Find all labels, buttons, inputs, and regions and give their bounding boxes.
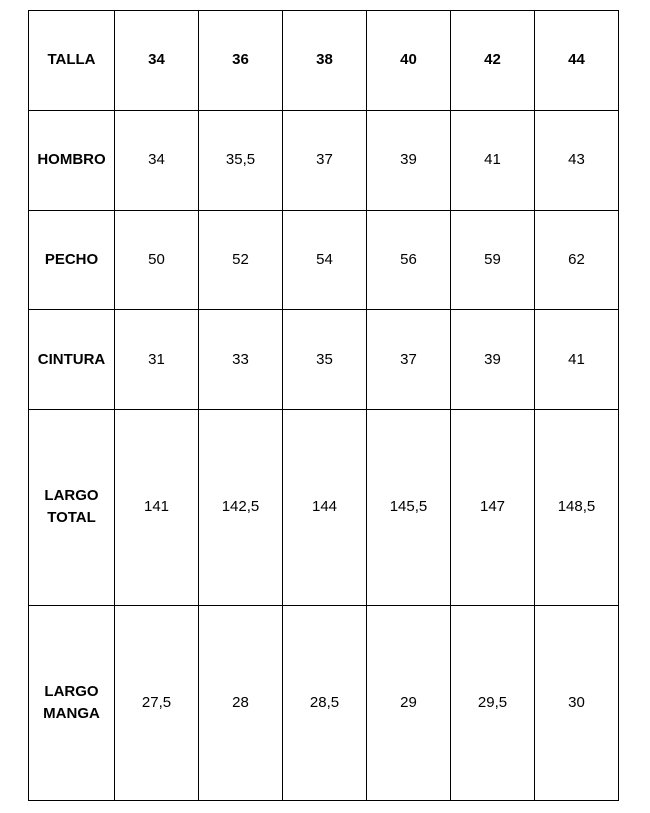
table-cell: 147 (451, 410, 535, 605)
table-row (29, 410, 619, 605)
table-cell: 41 (535, 310, 619, 410)
table-cell: 35,5 (199, 110, 283, 210)
table-cell: 35 (283, 310, 367, 410)
table-cell: 27,5 (115, 605, 199, 800)
table-cell: 31 (115, 310, 199, 410)
table-cell: 43 (535, 110, 619, 210)
table-cell: 41 (451, 110, 535, 210)
table-cell: 33 (199, 310, 283, 410)
table-header-row (29, 11, 619, 111)
size-header-cell: 40 (367, 11, 451, 111)
table-cell: 30 (535, 605, 619, 800)
table-cell: 39 (367, 110, 451, 210)
size-header-cell: 42 (451, 11, 535, 111)
row-label-cell: CINTURA (29, 310, 115, 410)
table-cell: 56 (367, 210, 451, 310)
table-cell: 141 (115, 410, 199, 605)
size-chart-table (28, 10, 619, 801)
header-label-cell: TALLA (29, 11, 115, 111)
table-cell: 39 (451, 310, 535, 410)
table-cell: 28 (199, 605, 283, 800)
table-row (29, 210, 619, 310)
table-cell: 59 (451, 210, 535, 310)
table-cell: 37 (283, 110, 367, 210)
table-cell: 37 (367, 310, 451, 410)
table-cell: 34 (115, 110, 199, 210)
row-label-cell: PECHO (29, 210, 115, 310)
table-cell: 50 (115, 210, 199, 310)
table-cell: 54 (283, 210, 367, 310)
table-cell: 62 (535, 210, 619, 310)
row-label-cell: LARGO MANGA (29, 605, 115, 800)
size-header-cell: 38 (283, 11, 367, 111)
table-cell: 142,5 (199, 410, 283, 605)
size-header-cell: 34 (115, 11, 199, 111)
table-cell: 29,5 (451, 605, 535, 800)
table-row (29, 605, 619, 800)
table-cell: 148,5 (535, 410, 619, 605)
table-cell: 29 (367, 605, 451, 800)
table-cell: 144 (283, 410, 367, 605)
table-cell: 145,5 (367, 410, 451, 605)
table-cell: 52 (199, 210, 283, 310)
size-header-cell: 44 (535, 11, 619, 111)
size-header-cell: 36 (199, 11, 283, 111)
table-cell: 28,5 (283, 605, 367, 800)
row-label-cell: LARGO TOTAL (29, 410, 115, 605)
row-label-cell: HOMBRO (29, 110, 115, 210)
table-row (29, 310, 619, 410)
table-row (29, 110, 619, 210)
